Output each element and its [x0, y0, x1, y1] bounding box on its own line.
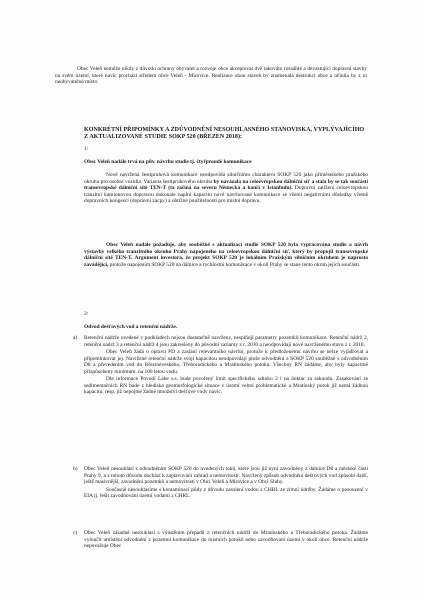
section-2-number: 2/	[84, 311, 89, 317]
section-2-item-c	[73, 530, 368, 550]
section-1-paragraph-2	[84, 242, 368, 268]
section-1-paragraph-1	[84, 172, 368, 205]
section-1-p1-a: Nově navržená šestipruhová komunikace neodpovídá silničnímu charakteru SOKP 520 jako příměstského pražského okruhu pro osobní vozidla. Varianta šestipruhového okruhu	[84, 172, 368, 185]
section-1-p2-a: Obec Veleň nadále požaduje, aby souběžně s aktualizací studie SOKP 520 byla vypracována studie a návrh výstavby velkého tranzitního okruhu Prahy napojeného na celoevropskou dálniční síť, který by propojil transevropské dálniční sítě TEN-T. Argument investora, že projekt SOKP 520 je lokálním Pražským silničním okruhem je naprosto zavádějící,	[84, 242, 368, 268]
list-item-b	[73, 466, 368, 486]
item-b-text: Obec Veleň nesouhlasí s odvodněním SOKP 520 do uvedených toků, které jsou již nyní zavodněny z dálnice D8 a městské části Prahy 9, a z tohoto důvodu dochází k zaplavování zahrad a nemovitostí. Navržený způsob odvodnění dešťových vod způsobí další, ještě masivnější, zavodnění pozemků a nemovitostí v Obci Veleň a Mírovice a v Obci Sluhy.	[84, 466, 368, 486]
intro-paragraph	[55, 66, 367, 86]
section-heading	[84, 127, 368, 142]
section-2-item-a	[73, 335, 368, 396]
item-a-p3: Dle informace Povodí Labe s.s. bude povolený limit specifického odtoku 3 l na hektar za sekundu. Zasakování ze sedimentačních RN bude z hlediska geomorfologické situace v území velmi problematické a Mratínský potok již nemá žádnou kapacitu, resp. již nepojme žádné množství dešťové vody navíc.	[84, 376, 368, 396]
item-a-text: Retenční nádrže uvedené v podkladech nejsou dostatečně navrženy, nesplňují parametry pozemků komunikace. Retenční nádrž 2, retenční nádrž 3 a retenční nádrž 4 jsou zakresleny do původní varianty z r. 2010 a neodpovídají nové navrženému stavu z r. 2018.	[84, 335, 368, 348]
item-b-p2: Současně nesouhlasíme s kontaminací půdy z důvodu zasolení vodou z CHRL ze zimní údržby. Žádáme o posouzení v EIA tj. řešit zavodňování území vodami z CHRL.	[84, 486, 368, 500]
item-b-marker: b)	[73, 466, 78, 472]
section-1-p1-c: Dopravní zatížení celoevropskou tranzitní kamionovou dopravou dokonale naplní kapacitu nově navrhované komunikace se všemi negativními důsledky včetně dopravních kongescí (dopravní zácpy) a obtížné použitelnosti pro místní dopravu.	[84, 185, 368, 205]
list-item-c	[73, 530, 368, 550]
item-a-marker: a)	[73, 335, 78, 341]
intro-text: Obec Veleň nemůže nikdy z důvodu ochrany obyvatel a rozvoje obce akceptovat dvě takováto rozsáhlé a devastující dopravní stavby na svém území, které navíc prochází středem obce Veleň - Mírovice. Realizace obou staveb by znamenala destrukci obce a učinila by z ní neobyvatelné místo.	[55, 66, 367, 86]
item-a-p2: Obec Veleň žádá o opravu PD a zaslání relevantního návrhu, protože k předloženému návrhu se nelze vyjádřovat a připomínkovat jej. Navržené retenční nádrže svojí kapacitou neodpovídají ploše odvodnění z SOKP 520 souběžně s odvodněním D8 a převedením vod do Březinéveského, Třeboradického a Mratínského potoka. Všechny RN žádáme, aby byly kapacitně přizpůsobeny minimum. na 100 letou vodu.	[84, 349, 368, 375]
section-1-p2-b: protože napojením SOKP 520 na dálnice a rychlostní komunikace v okolí Prahy se stane tento okruh jejich součástí.	[108, 261, 361, 268]
section-1-p1-b: by navázala na celoevropskou dálniční síť a stala by se tak součástí transevropské dálniční sítě TEN-T (ta začíná na severu Německa a končí v Istanbulu).	[84, 178, 368, 192]
section-2-item-b	[73, 466, 368, 500]
list-item-a	[73, 335, 368, 348]
item-c-marker: c)	[73, 530, 78, 536]
section-1-number: 1/	[84, 146, 89, 152]
item-c-text: Obec Veleň zásadně nesouhlasí s výústěním přepadů z retenčních nádrží do Mratínského a Třeboradického potoka. Žádáme vyloučit umístění odvodnění z pozemní komunikace do místních potoků nebo zavodňovaní území v okolí obce. Retenční nádrže nepovažuje Obec	[84, 530, 368, 550]
section-2-title: Odvod dešťových vod a retenční nádrže.	[84, 324, 178, 330]
section-1-title: Obec Veleň nadále trvá na pův. návrhu studie tj. čtyřproudé komunikace	[84, 159, 252, 165]
heading-text: KONKRÉTNÍ PŘIPOMÍNKY A ZDŮVODNĚNÍ NESOUHLASNÉHO STANOVISKA, VYPLÝVAJÍCÍHO Z AKTUALIZOVANÉ STUDIE SOKP 520 (BŘEZEN 2018):	[84, 127, 365, 141]
